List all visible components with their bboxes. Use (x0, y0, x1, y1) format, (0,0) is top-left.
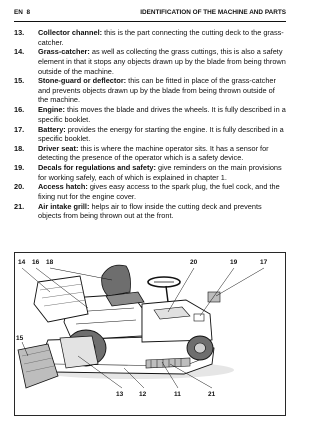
collector-channel (60, 336, 98, 368)
list-item (14, 125, 286, 144)
item-number: 14. (14, 47, 25, 57)
mower-parts-illustration (14, 252, 286, 416)
parts-list (14, 28, 286, 221)
mower-drawing (14, 252, 286, 416)
item-term: Access hatch: (38, 182, 88, 192)
list-item (14, 47, 286, 76)
item-number: 20. (14, 182, 25, 192)
air-intake-grill (146, 358, 190, 368)
item-description: this moves the blade and drives the wheels. It is fully described in a specific booklet. (38, 105, 286, 124)
list-item (14, 28, 286, 47)
item-number: 16. (14, 105, 25, 115)
item-description: provides the energy for starting the engine. It is fully described in a specific booklet. (38, 124, 284, 144)
item-term: Collector channel: (38, 28, 103, 37)
item-number: 19. (14, 163, 25, 173)
callout-14: 14 (18, 259, 26, 266)
page-language-and-number (14, 9, 30, 16)
item-description: as well as collecting the grass cuttings, this is also a safety element in that it stops any objects drawn up by the blade from being thrown outside of the machine. (38, 47, 286, 76)
language-code: EN (14, 9, 23, 16)
list-item (14, 144, 286, 163)
battery (208, 292, 220, 302)
item-term: Driver seat: (38, 143, 79, 153)
callout-17: 17 (260, 259, 268, 266)
item-number: 15. (14, 76, 25, 86)
list-item (14, 182, 286, 201)
callout-16: 16 (32, 259, 40, 266)
item-description: this is the part connecting the cutting deck to the grass-catcher. (38, 28, 284, 47)
page-number: 8 (26, 9, 31, 16)
item-number: 21. (14, 201, 25, 211)
page-header (14, 9, 286, 20)
item-description: this can be fitted in place of the grass-catcher and prevents objects drawn up by the blade from being thrown outside of the machine. (38, 76, 276, 105)
list-item (14, 76, 286, 105)
callout-11: 11 (174, 391, 181, 398)
safety-decal (194, 314, 204, 321)
callout-21: 21 (208, 391, 216, 398)
grass-catcher (34, 276, 88, 322)
item-number: 17. (14, 124, 25, 134)
header-divider (14, 21, 286, 22)
item-number: 18. (14, 143, 25, 153)
item-term: Air intake grill: (38, 201, 90, 211)
item-term: Engine: (38, 105, 65, 115)
callout-12: 12 (139, 391, 147, 398)
list-item (14, 105, 286, 124)
page-title: IDENTIFICATION OF THE MACHINE AND PARTS (140, 9, 286, 16)
item-description: give reminders on the main provisions for working safely, each of which is explained in chapter 1. (38, 163, 282, 182)
callout-20: 20 (190, 259, 198, 266)
item-description: gives easy access to the spark plug, the fuel cock, and the fixing nut for the engine cover. (38, 182, 280, 202)
item-number: 13. (14, 28, 25, 37)
callout-15: 15 (16, 335, 24, 342)
item-term: Grass-catcher: (38, 47, 90, 57)
callout-18: 18 (46, 259, 54, 266)
item-term: Battery: (38, 124, 66, 134)
list-item (14, 202, 286, 221)
front-wheel (187, 336, 213, 360)
item-description: this is where the machine operator sits. It has a sensor for detecting the presence of the operator which is a safety device. (38, 143, 269, 163)
item-term: Decals for regulations and safety: (38, 163, 156, 173)
callout-13: 13 (116, 391, 124, 398)
item-term: Stone-guard or deflector: (38, 76, 127, 86)
callout-19: 19 (230, 259, 238, 266)
item-description: helps air to flow inside the cutting deck and prevents objects from being thrown out at the front. (38, 201, 262, 221)
list-item (14, 163, 286, 182)
